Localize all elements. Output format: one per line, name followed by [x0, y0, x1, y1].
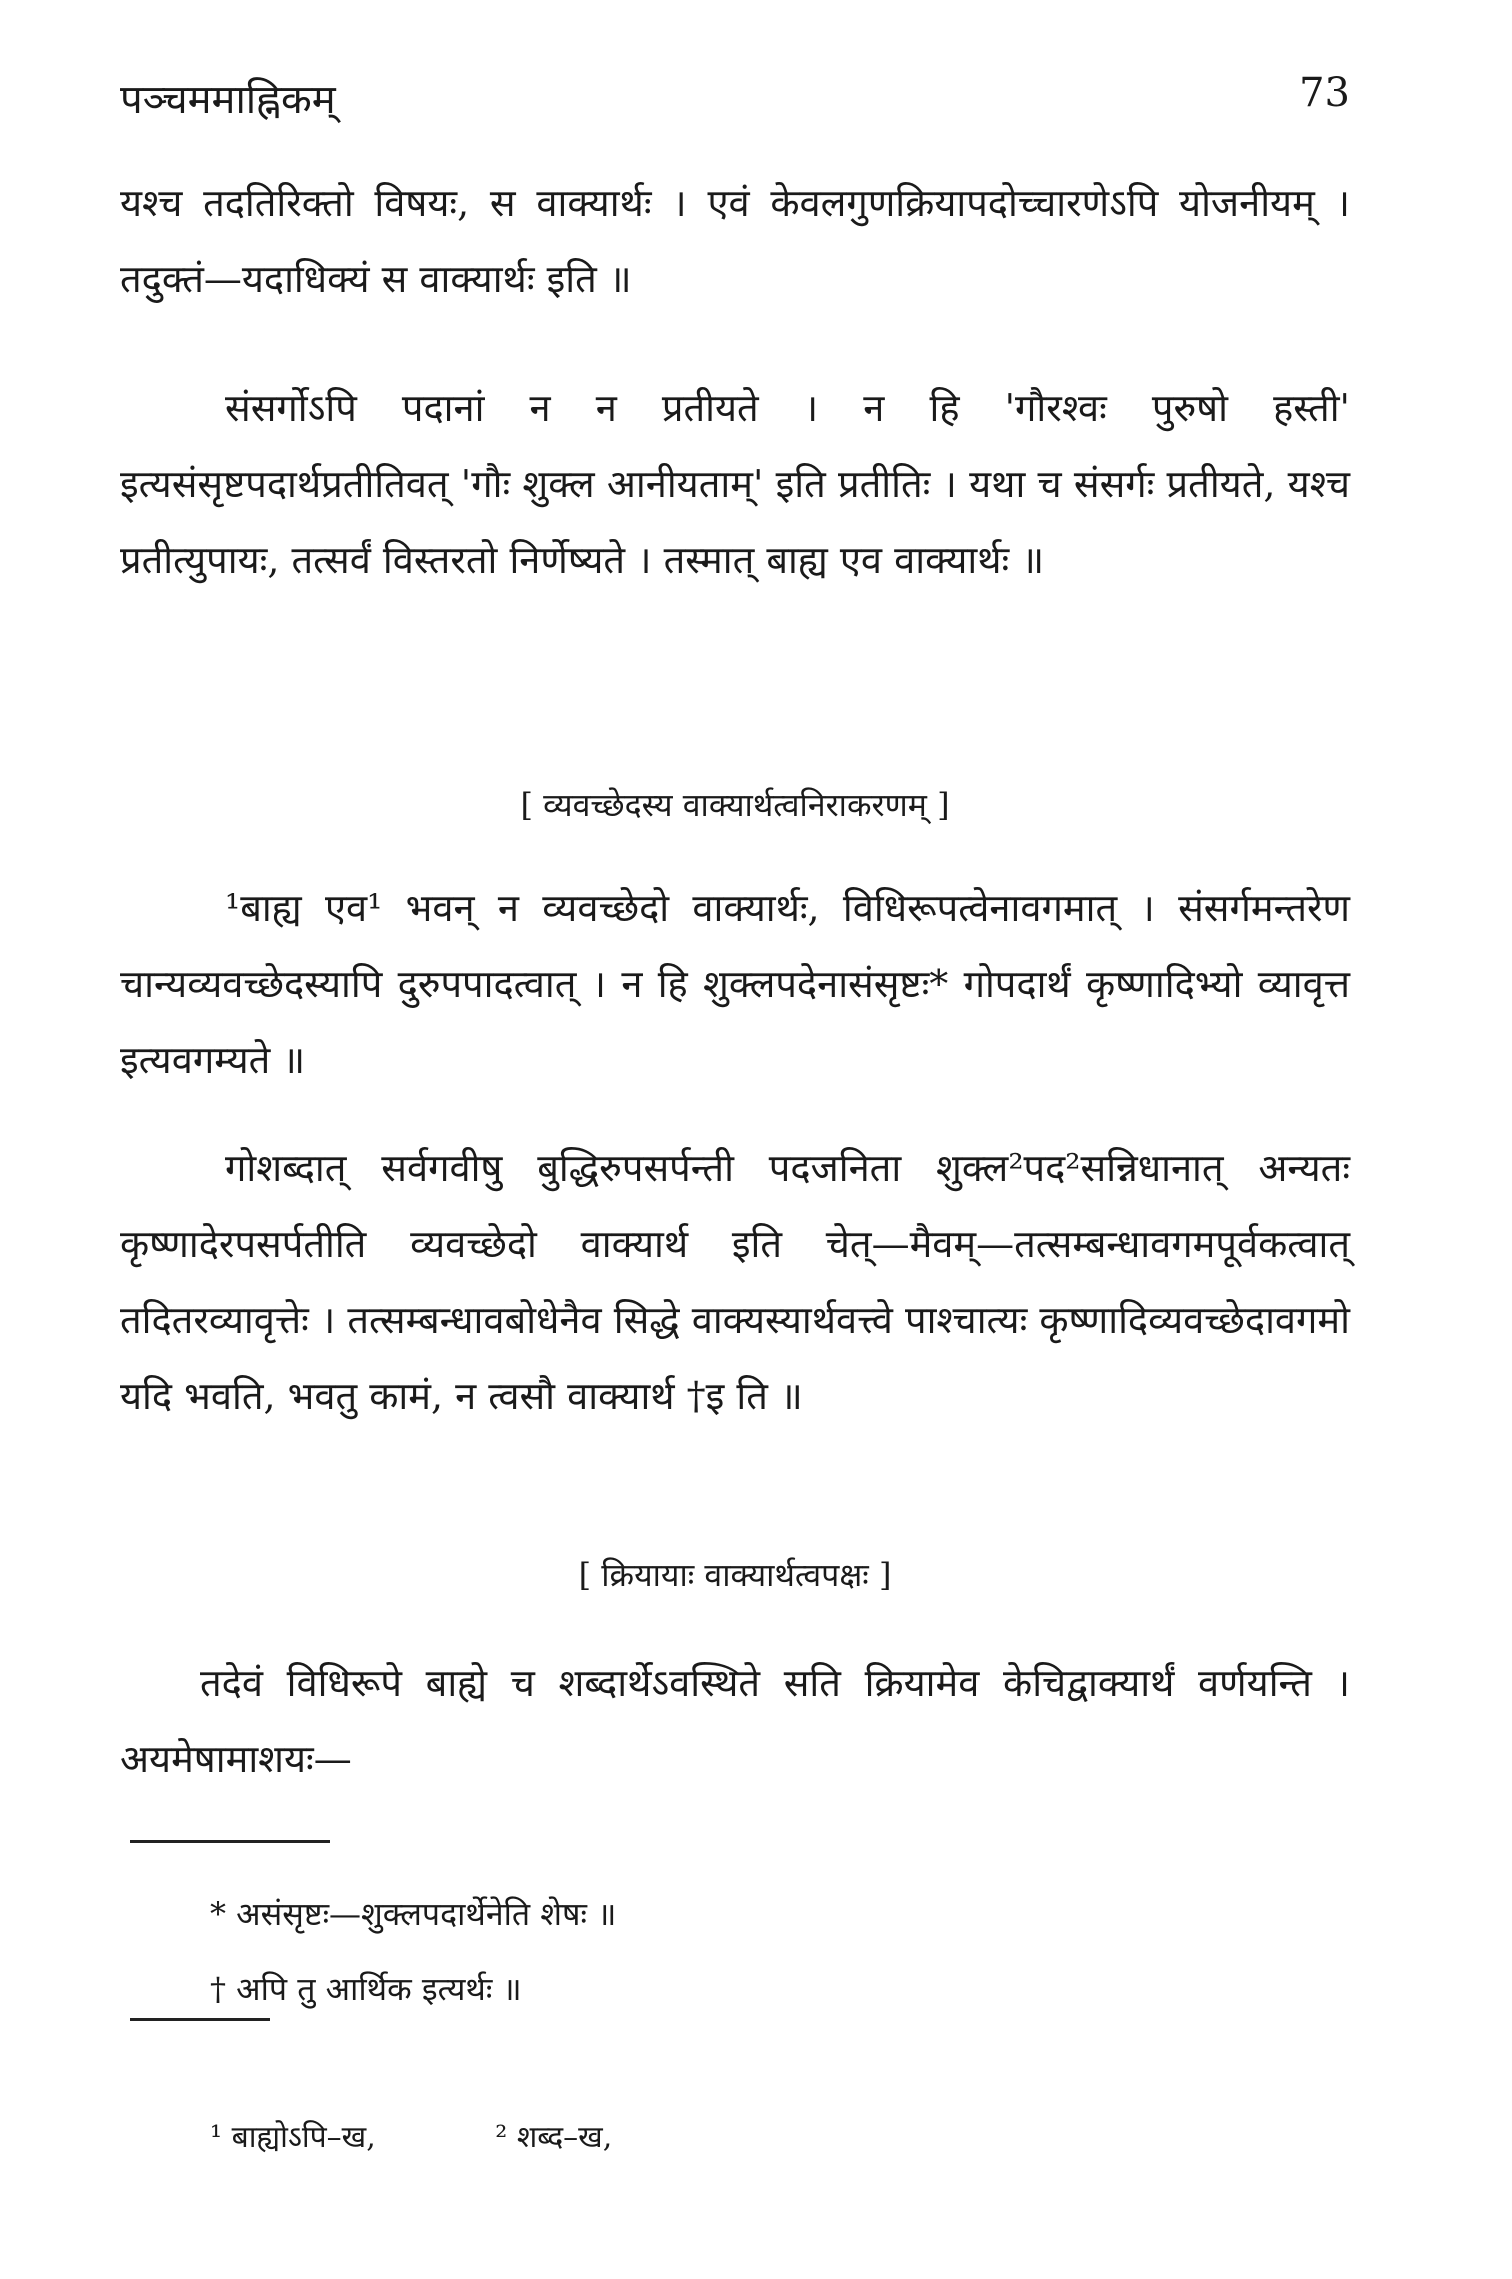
section-heading-vyavaccheda: [ व्यवच्छेदस्य वाक्यार्थत्वनिराकरणम् ]	[520, 786, 950, 824]
paragraph-5: तदेवं विधिरूपे बाह्ये च शब्दार्थेऽवस्थिते सति क्रियामेव केचिद्वाक्यार्थं वर्णयन्ति । अयमेषामाशयः—	[120, 1661, 1350, 1781]
page	[120, 70, 1350, 2220]
footnote-rule	[130, 1840, 330, 1843]
footnote-asterisk: * असंसृष्टः—शुक्लपदार्थेनेति शेषः ॥	[210, 1895, 617, 1933]
footnote-dagger: † अपि तु आर्थिक इत्यर्थः ॥	[210, 1970, 522, 2008]
paragraph-2: संसर्गोऽपि पदानां न न प्रतीयते । न हि 'गौरश्वः पुरुषो हस्ती' इत्यसंसृष्टपदार्थप्रतीतिवत् 'गौः शुक्ल आनीयताम्' इति प्रतीतिः । यथा च संसर्गः प्रतीयते, यश्च प्रतीत्युपायः, तत्सर्वं विस्तरतो निर्णेष्यते । तस्मात् बाह्य एव वाक्यार्थः ॥	[120, 386, 1350, 582]
variant-1: ¹ बाह्योऽपि–ख,	[210, 2120, 376, 2155]
variant-readings	[210, 2115, 1310, 2161]
paragraph-4: गोशब्दात् सर्वगवीषु बुद्धिरुपसर्पन्ती पदजनिता शुक्ल²पद²सन्निधानात् अन्यतः कृष्णादेरपसर्पतीति व्यवच्छेदो वाक्यार्थ इति चेत्—मैवम्—तत्सम्बन्धावगमपूर्वकत्वात् तदितरव्यावृत्तेः । तत्सम्बन्धावबोधेनैव सिद्धे वाक्यस्यार्थवत्त्वे पाश्चात्यः कृष्णादिव्यवच्छेदावगमो यदि भवति, भवतु कामं, न त्वसौ वाक्यार्थ †इ ति ॥	[120, 1146, 1350, 1418]
paragraph-1: यश्च तदतिरिक्तो विषयः, स वाक्यार्थः । एवं केवलगुणक्रियापदोच्चारणेऽपि योजनीयम् । तदुक्तं—यदाधिक्यं स वाक्यार्थः इति ॥	[120, 181, 1350, 301]
paragraph-3: ¹बाह्य एव¹ भवन् न व्यवच्छेदो वाक्यार्थः, विधिरूपत्वेनावगमात् । संसर्गमन्तरेण चान्यव्यवच्छेदस्यापि दुरुपपादत्वात् । न हि शुक्लपदेनासंसृष्टः* गोपदार्थं कृष्णादिभ्यो व्यावृत्त इत्यवगम्यते ॥	[120, 886, 1350, 1082]
section-heading-kriya: [ क्रियायाः वाक्यार्थत्वपक्षः ]	[578, 1556, 892, 1594]
variant-2: ² शब्द–ख,	[495, 2120, 613, 2155]
running-title: पञ्चममाह्निकम्	[120, 77, 336, 123]
running-head	[120, 70, 1350, 130]
page-number: 73	[1299, 70, 1350, 116]
variants-rule	[130, 2018, 270, 2021]
